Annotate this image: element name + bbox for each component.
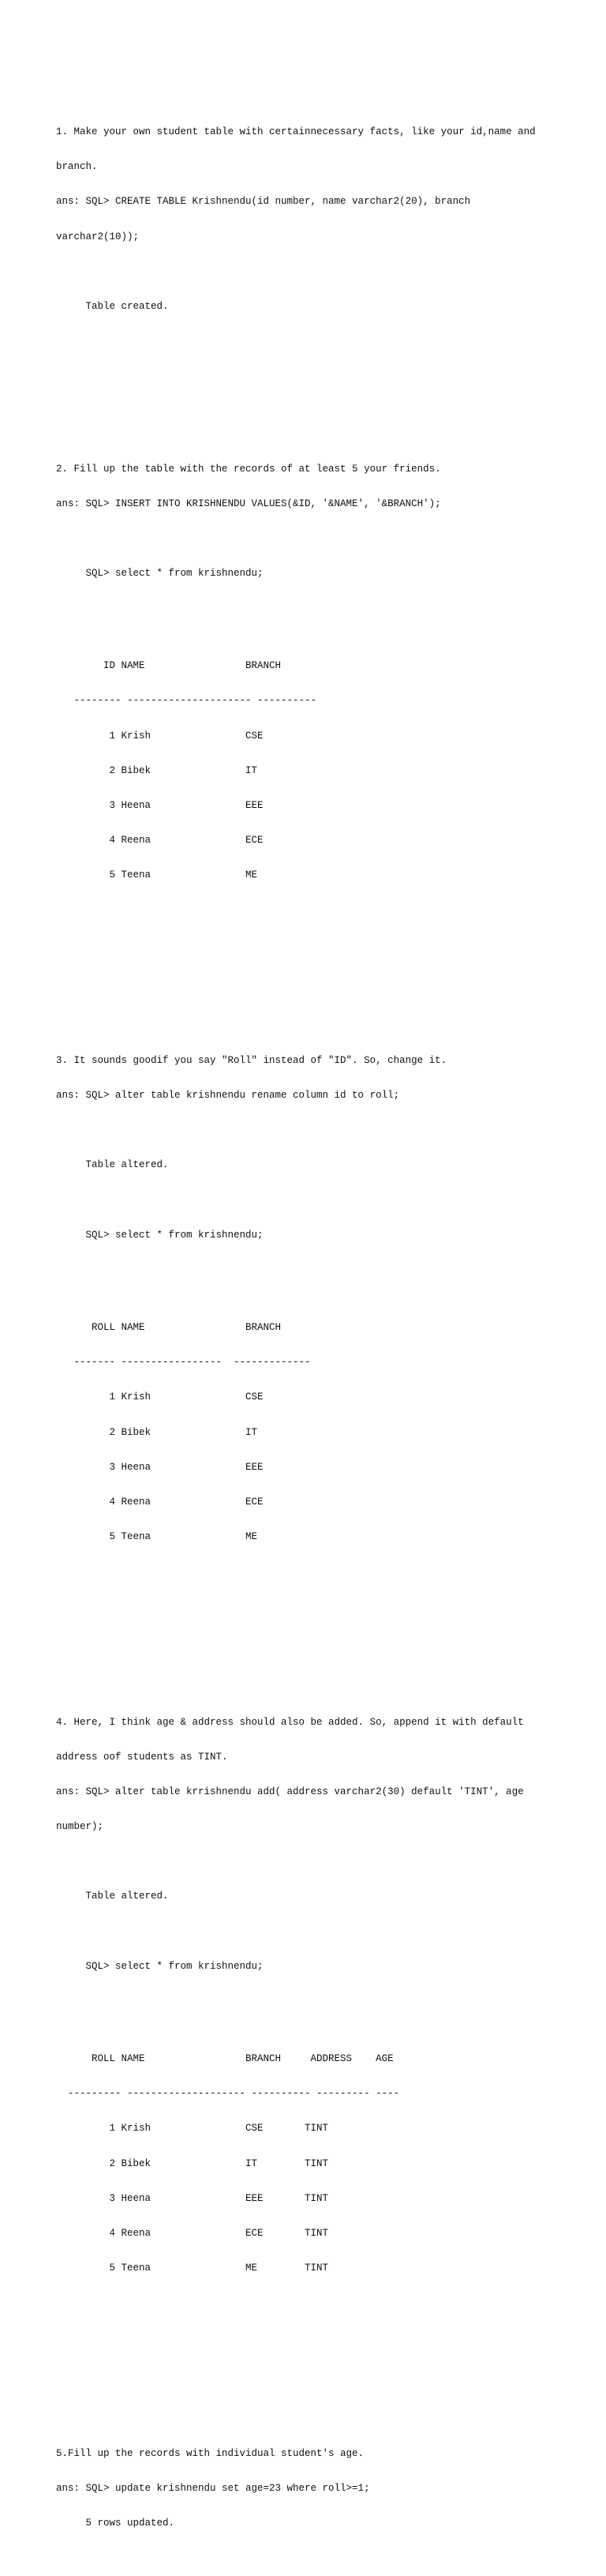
table-row: 4 Reena ECE — [56, 834, 264, 846]
question-5-section — [56, 2425, 561, 2553]
result-table-3 — [56, 2030, 561, 2297]
question-5-text: 5.Fill up the records with individual student's age. — [56, 2448, 365, 2460]
question-4-text-line-1: 4. Here, I think age & address should also be added. So, append it with default — [56, 1717, 524, 1728]
answer-1-line-1: ans: SQL> CREATE TABLE Krishnendu(id number, name varchar2(20), branch — [56, 196, 471, 208]
table-separator: --------- -------------------- ---------- --------- ---- — [56, 2088, 400, 2100]
table-row: 1 Krish CSE — [56, 730, 264, 742]
answer-3-result: Table altered. — [56, 1159, 169, 1171]
answer-4-result: Table altered. — [56, 1891, 169, 1902]
answer-3-text: ans: SQL> alter table krishnendu rename column id to roll; — [56, 1090, 400, 1102]
table-row: 2 Bibek IT — [56, 764, 258, 776]
table-row: 2 Bibek IT — [56, 1426, 258, 1438]
document-page — [56, 57, 561, 2576]
table-row: 4 Reena ECE — [56, 1496, 264, 1508]
table-header: ROLL NAME BRANCH ADDRESS AGE — [56, 2053, 394, 2065]
table-row: 3 Heena EEE — [56, 799, 264, 811]
answer-2-select: SQL> select * from krishnendu; — [56, 567, 264, 579]
table-row: 1 Krish CSE — [56, 1391, 264, 1403]
result-table-2 — [56, 1299, 561, 1566]
question-2-section — [56, 440, 561, 927]
question-3-text: 3. It sounds goodif you say "Roll" instead of "ID". So, change it. — [56, 1055, 447, 1067]
answer-4-line-2: number); — [56, 1821, 104, 1833]
table-row: 1 Krish CSE TINT — [56, 2123, 329, 2135]
question-1-text-line-1: 1. Make your own student table with certainnecessary facts, like your id,name and — [56, 126, 536, 138]
answer-5-text: ans: SQL> update krishnendu set age=23 where roll>=1; — [56, 2483, 370, 2495]
table-row: 3 Heena EEE TINT — [56, 2192, 329, 2204]
table-row: 4 Reena ECE TINT — [56, 2227, 329, 2239]
answer-1-line-2: varchar2(10)); — [56, 231, 140, 242]
table-header: ID NAME BRANCH — [56, 660, 282, 672]
answer-2-text: ans: SQL> INSERT INTO KRISHNENDU VALUES(&ID, '&NAME', '&BRANCH'); — [56, 498, 441, 509]
table-separator: -------- --------------------- ---------- — [56, 695, 317, 707]
answer-1-result: Table created. — [56, 300, 169, 312]
question-1-section — [56, 103, 561, 336]
table-row: 2 Bibek IT TINT — [56, 2157, 329, 2169]
question-4-text-line-2: address oof students as TINT. — [56, 1752, 228, 1763]
answer-3-select: SQL> select * from krishnendu; — [56, 1229, 264, 1241]
question-1-text-line-2: branch. — [56, 161, 98, 173]
answer-4-line-1: ans: SQL> alter table krrishnendu add( address varchar2(30) default 'TINT', age — [56, 1786, 524, 1798]
table-separator: ------- ----------------- ------------- — [56, 1357, 311, 1369]
answer-4-select: SQL> select * from krishnendu; — [56, 1960, 264, 1972]
result-table-1 — [56, 637, 561, 904]
table-header: ROLL NAME BRANCH — [56, 1322, 282, 1334]
table-row: 3 Heena EEE — [56, 1461, 264, 1473]
table-row: 5 Teena ME TINT — [56, 2262, 329, 2274]
question-2-text: 2. Fill up the table with the records of at least 5 your friends. — [56, 463, 441, 475]
question-3-section — [56, 1032, 561, 1590]
table-row: 5 Teena ME — [56, 1530, 258, 1542]
question-4-section — [56, 1694, 561, 2321]
answer-5-result: 5 rows updated. — [56, 2518, 175, 2529]
table-row: 5 Teena ME — [56, 869, 258, 881]
